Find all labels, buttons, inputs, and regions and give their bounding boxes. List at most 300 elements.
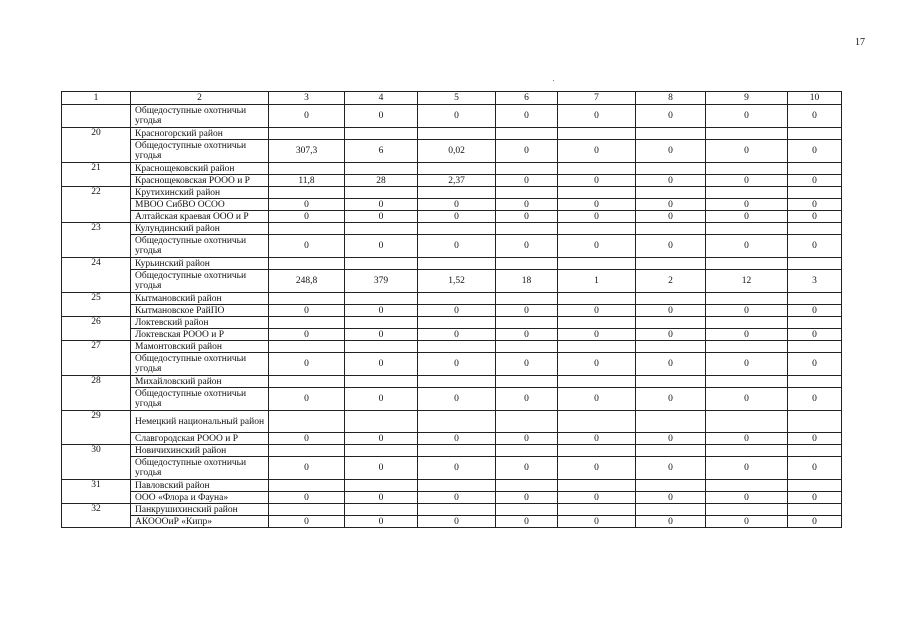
owner-name: Общедоступные охотничьи угодья (131, 457, 269, 480)
empty-cell (558, 187, 636, 199)
table-row (62, 235, 842, 258)
owner-name: Алтайская краевая ООО и Р (131, 211, 269, 223)
value-cell-col-3: 0 (269, 433, 345, 445)
section-number (62, 105, 131, 128)
value-cell-col-5: 0 (418, 457, 496, 480)
empty-cell (558, 128, 636, 140)
empty-cell (636, 223, 706, 235)
empty-cell (269, 480, 345, 492)
value-cell-col-10: 0 (788, 433, 842, 445)
empty-cell (636, 411, 706, 433)
value-cell-col-7: 0 (558, 433, 636, 445)
value-cell-col-3: 0 (269, 235, 345, 258)
column-header-2: 2 (131, 92, 269, 105)
district-name: Красногорский район (131, 128, 269, 140)
district-name: Локтевский район (131, 317, 269, 329)
empty-cell (496, 480, 558, 492)
value-cell-col-3: 307,3 (269, 140, 345, 163)
value-cell-col-5: 2,37 (418, 175, 496, 187)
column-header-9: 9 (706, 92, 788, 105)
empty-cell (788, 376, 842, 388)
value-cell-col-5: 0 (418, 235, 496, 258)
value-cell-col-7: 0 (558, 211, 636, 223)
empty-cell (269, 187, 345, 199)
table-row (62, 353, 842, 376)
value-cell-col-9: 0 (706, 140, 788, 163)
empty-cell (269, 128, 345, 140)
empty-cell (706, 163, 788, 175)
district-name: Краснощековский район (131, 163, 269, 175)
empty-cell (706, 293, 788, 305)
empty-cell (418, 223, 496, 235)
column-header-3: 3 (269, 92, 345, 105)
value-cell-col-6: 0 (496, 140, 558, 163)
empty-cell (788, 128, 842, 140)
value-cell-col-9: 0 (706, 175, 788, 187)
district-name: Кытмановский район (131, 293, 269, 305)
value-cell-col-6: 0 (496, 105, 558, 128)
table-row (62, 270, 842, 293)
empty-cell (418, 445, 496, 457)
empty-cell (345, 187, 418, 199)
district-row (62, 317, 842, 329)
empty-cell (418, 163, 496, 175)
empty-cell (636, 187, 706, 199)
value-cell-col-8: 0 (636, 353, 706, 376)
value-cell-col-6: 0 (496, 305, 558, 317)
value-cell-col-4: 0 (345, 329, 418, 341)
empty-cell (418, 258, 496, 270)
empty-cell (788, 223, 842, 235)
owner-name: Общедоступные охотничьи угодья (131, 105, 269, 128)
value-cell-col-7: 0 (558, 305, 636, 317)
district-row (62, 376, 842, 388)
value-cell-col-8: 0 (636, 175, 706, 187)
value-cell-col-7: 0 (558, 329, 636, 341)
value-cell-col-5: 0 (418, 105, 496, 128)
empty-cell (345, 258, 418, 270)
empty-cell (636, 293, 706, 305)
value-cell-col-6: 0 (496, 211, 558, 223)
value-cell-col-3: 11,8 (269, 175, 345, 187)
empty-cell (496, 163, 558, 175)
value-cell-col-6: 0 (496, 235, 558, 258)
empty-cell (345, 376, 418, 388)
empty-cell (496, 258, 558, 270)
empty-cell (418, 293, 496, 305)
table-row (62, 175, 842, 187)
empty-cell (636, 258, 706, 270)
value-cell-col-7: 0 (558, 516, 636, 528)
empty-cell (345, 317, 418, 329)
column-header-8: 8 (636, 92, 706, 105)
value-cell-col-3: 0 (269, 353, 345, 376)
empty-cell (269, 376, 345, 388)
empty-cell (558, 163, 636, 175)
value-cell-col-6: 0 (496, 492, 558, 504)
table-row (62, 305, 842, 317)
empty-cell (558, 376, 636, 388)
empty-cell (496, 187, 558, 199)
empty-cell (706, 317, 788, 329)
empty-cell (496, 128, 558, 140)
value-cell-col-4: 6 (345, 140, 418, 163)
scan-speck (553, 80, 554, 81)
value-cell-col-4: 0 (345, 492, 418, 504)
value-cell-col-3: 0 (269, 105, 345, 128)
empty-cell (558, 445, 636, 457)
table-row (62, 329, 842, 341)
empty-cell (269, 411, 345, 433)
empty-cell (345, 163, 418, 175)
value-cell-col-10: 0 (788, 457, 842, 480)
empty-cell (706, 445, 788, 457)
section-number: 27 (62, 341, 131, 376)
value-cell-col-5: 0 (418, 305, 496, 317)
district-name: Кулундинский район (131, 223, 269, 235)
value-cell-col-4: 379 (345, 270, 418, 293)
district-name: Михайловский район (131, 376, 269, 388)
value-cell-col-4: 0 (345, 433, 418, 445)
empty-cell (788, 293, 842, 305)
value-cell-col-10: 0 (788, 175, 842, 187)
value-cell-col-8: 0 (636, 199, 706, 211)
value-cell-col-9: 0 (706, 235, 788, 258)
table-row (62, 211, 842, 223)
section-number: 25 (62, 293, 131, 317)
value-cell-col-10: 0 (788, 329, 842, 341)
value-cell-col-6: 0 (496, 329, 558, 341)
value-cell-col-9: 0 (706, 516, 788, 528)
empty-cell (418, 187, 496, 199)
value-cell-col-3: 0 (269, 516, 345, 528)
value-cell-col-4: 0 (345, 516, 418, 528)
empty-cell (706, 504, 788, 516)
value-cell-col-5: 0 (418, 492, 496, 504)
section-number: 31 (62, 480, 131, 504)
owner-name: Общедоступные охотничьи угодья (131, 388, 269, 411)
district-name: Панкрушихинский район (131, 504, 269, 516)
district-row (62, 223, 842, 235)
column-header-1: 1 (62, 92, 131, 105)
value-cell-col-5: 0 (418, 388, 496, 411)
value-cell-col-10: 0 (788, 211, 842, 223)
value-cell-col-4: 0 (345, 211, 418, 223)
value-cell-col-4: 28 (345, 175, 418, 187)
empty-cell (558, 504, 636, 516)
value-cell-col-9: 0 (706, 105, 788, 128)
value-cell-col-3: 0 (269, 305, 345, 317)
value-cell-col-9: 0 (706, 388, 788, 411)
value-cell-col-9: 0 (706, 199, 788, 211)
value-cell-col-3: 0 (269, 211, 345, 223)
district-row (62, 187, 842, 199)
empty-cell (788, 317, 842, 329)
owner-name: Славгородская РООО и Р (131, 433, 269, 445)
page-number: 17 (855, 37, 865, 48)
value-cell-col-4: 0 (345, 388, 418, 411)
section-number: 30 (62, 445, 131, 480)
empty-cell (706, 258, 788, 270)
empty-cell (496, 376, 558, 388)
empty-cell (706, 376, 788, 388)
empty-cell (636, 341, 706, 353)
empty-cell (496, 223, 558, 235)
empty-cell (345, 411, 418, 433)
value-cell-col-8: 0 (636, 516, 706, 528)
value-cell-col-7: 0 (558, 140, 636, 163)
district-row (62, 445, 842, 457)
value-cell-col-5: 0,02 (418, 140, 496, 163)
value-cell-col-6: 0 (496, 457, 558, 480)
empty-cell (636, 376, 706, 388)
district-row (62, 504, 842, 516)
empty-cell (558, 293, 636, 305)
value-cell-col-10: 0 (788, 140, 842, 163)
value-cell-col-9: 0 (706, 305, 788, 317)
value-cell-col-9: 12 (706, 270, 788, 293)
value-cell-col-10: 0 (788, 105, 842, 128)
district-row (62, 293, 842, 305)
value-cell-col-8: 0 (636, 329, 706, 341)
value-cell-col-7: 0 (558, 388, 636, 411)
value-cell-col-7: 1 (558, 270, 636, 293)
value-cell-col-4: 0 (345, 199, 418, 211)
empty-cell (345, 341, 418, 353)
value-cell-col-4: 0 (345, 457, 418, 480)
empty-cell (269, 258, 345, 270)
empty-cell (418, 411, 496, 433)
empty-cell (496, 293, 558, 305)
owner-name: Локтевская РООО и Р (131, 329, 269, 341)
value-cell-col-6: 0 (496, 433, 558, 445)
value-cell-col-7: 0 (558, 353, 636, 376)
value-cell-col-8: 0 (636, 305, 706, 317)
district-row (62, 258, 842, 270)
column-header-7: 7 (558, 92, 636, 105)
empty-cell (788, 163, 842, 175)
value-cell-col-3: 0 (269, 199, 345, 211)
owner-name: АКОООиР «Кипр» (131, 516, 269, 528)
district-row (62, 411, 842, 433)
empty-cell (636, 480, 706, 492)
empty-cell (788, 411, 842, 433)
value-cell-col-6: 0 (496, 199, 558, 211)
value-cell-col-5: 0 (418, 353, 496, 376)
district-name: Курьинский район (131, 258, 269, 270)
empty-cell (345, 480, 418, 492)
value-cell-col-10: 0 (788, 305, 842, 317)
value-cell-col-10: 0 (788, 235, 842, 258)
section-number: 22 (62, 187, 131, 223)
empty-cell (496, 341, 558, 353)
empty-cell (636, 128, 706, 140)
value-cell-col-4: 0 (345, 353, 418, 376)
empty-cell (496, 411, 558, 433)
value-cell-col-9: 0 (706, 457, 788, 480)
district-name: Новичихинский район (131, 445, 269, 457)
value-cell-col-8: 0 (636, 492, 706, 504)
section-number: 20 (62, 128, 131, 163)
district-row (62, 341, 842, 353)
empty-cell (706, 480, 788, 492)
district-row (62, 128, 842, 140)
district-row (62, 163, 842, 175)
value-cell-col-8: 2 (636, 270, 706, 293)
owner-name: Общедоступные охотничьи угодья (131, 235, 269, 258)
empty-cell (418, 128, 496, 140)
hunting-grounds-table (61, 91, 842, 528)
section-number: 32 (62, 504, 131, 528)
column-header-6: 6 (496, 92, 558, 105)
header-row (62, 92, 842, 105)
table-body (62, 105, 842, 528)
value-cell-col-5: 0 (418, 211, 496, 223)
owner-name: Краснощековская РООО и Р (131, 175, 269, 187)
empty-cell (345, 445, 418, 457)
empty-cell (496, 504, 558, 516)
empty-cell (558, 223, 636, 235)
value-cell-col-8: 0 (636, 433, 706, 445)
value-cell-col-3: 248,8 (269, 270, 345, 293)
value-cell-col-3: 0 (269, 492, 345, 504)
section-number: 23 (62, 223, 131, 258)
value-cell-col-6: 0 (496, 388, 558, 411)
value-cell-col-8: 0 (636, 105, 706, 128)
value-cell-col-9: 0 (706, 329, 788, 341)
value-cell-col-3: 0 (269, 388, 345, 411)
value-cell-col-10: 0 (788, 353, 842, 376)
empty-cell (418, 480, 496, 492)
district-name: Мамонтовский район (131, 341, 269, 353)
table-row (62, 388, 842, 411)
value-cell-col-6: 0 (496, 353, 558, 376)
value-cell-col-8: 0 (636, 140, 706, 163)
table-row (62, 105, 842, 128)
empty-cell (269, 445, 345, 457)
empty-cell (636, 445, 706, 457)
empty-cell (636, 317, 706, 329)
empty-cell (418, 341, 496, 353)
empty-cell (706, 187, 788, 199)
empty-cell (269, 163, 345, 175)
value-cell-col-8: 0 (636, 457, 706, 480)
owner-name: ООО «Флора и Фауна» (131, 492, 269, 504)
district-name: Немецкий национальный район (131, 411, 269, 433)
value-cell-col-5: 0 (418, 199, 496, 211)
section-number: 21 (62, 163, 131, 187)
empty-cell (636, 504, 706, 516)
empty-cell (345, 293, 418, 305)
section-number: 28 (62, 376, 131, 411)
column-header-10: 10 (788, 92, 842, 105)
empty-cell (418, 376, 496, 388)
empty-cell (706, 341, 788, 353)
value-cell-col-4: 0 (345, 105, 418, 128)
empty-cell (269, 341, 345, 353)
value-cell-col-7: 0 (558, 105, 636, 128)
table-row (62, 199, 842, 211)
value-cell-col-8: 0 (636, 211, 706, 223)
section-number: 29 (62, 411, 131, 445)
empty-cell (558, 480, 636, 492)
empty-cell (558, 341, 636, 353)
empty-cell (788, 480, 842, 492)
empty-cell (788, 341, 842, 353)
value-cell-col-3: 0 (269, 457, 345, 480)
value-cell-col-6: 0 (496, 175, 558, 187)
table-row (62, 492, 842, 504)
value-cell-col-4: 0 (345, 235, 418, 258)
empty-cell (496, 445, 558, 457)
value-cell-col-5: 0 (418, 516, 496, 528)
value-cell-col-7: 0 (558, 457, 636, 480)
value-cell-col-10: 0 (788, 516, 842, 528)
value-cell-col-9: 0 (706, 353, 788, 376)
district-name: Крутихинский район (131, 187, 269, 199)
empty-cell (269, 504, 345, 516)
empty-cell (558, 411, 636, 433)
empty-cell (558, 317, 636, 329)
section-number: 24 (62, 258, 131, 293)
value-cell-col-10: 0 (788, 492, 842, 504)
empty-cell (788, 504, 842, 516)
owner-name: Кытмановское РайПО (131, 305, 269, 317)
district-row (62, 480, 842, 492)
value-cell-col-10: 0 (788, 199, 842, 211)
empty-cell (345, 504, 418, 516)
empty-cell (636, 163, 706, 175)
value-cell-col-3: 0 (269, 329, 345, 341)
column-header-5: 5 (418, 92, 496, 105)
empty-cell (496, 317, 558, 329)
empty-cell (269, 293, 345, 305)
value-cell-col-4: 0 (345, 305, 418, 317)
empty-cell (788, 445, 842, 457)
value-cell-col-5: 1,52 (418, 270, 496, 293)
value-cell-col-10: 3 (788, 270, 842, 293)
empty-cell (788, 258, 842, 270)
empty-cell (418, 504, 496, 516)
empty-cell (418, 317, 496, 329)
owner-name: МВОО СибВО ОСОО (131, 199, 269, 211)
value-cell-col-5: 0 (418, 329, 496, 341)
empty-cell (269, 317, 345, 329)
table-row (62, 140, 842, 163)
value-cell-col-9: 0 (706, 492, 788, 504)
empty-cell (269, 223, 345, 235)
owner-name: Общедоступные охотничьи угодья (131, 353, 269, 376)
owner-name: Общедоступные охотничьи угодья (131, 140, 269, 163)
table-row (62, 457, 842, 480)
empty-cell (706, 128, 788, 140)
value-cell-col-9: 0 (706, 211, 788, 223)
empty-cell (788, 187, 842, 199)
column-header-4: 4 (345, 92, 418, 105)
empty-cell (706, 223, 788, 235)
table-row (62, 433, 842, 445)
value-cell-col-10: 0 (788, 388, 842, 411)
value-cell-col-9: 0 (706, 433, 788, 445)
section-number: 26 (62, 317, 131, 341)
empty-cell (558, 258, 636, 270)
table-row (62, 516, 842, 528)
value-cell-col-6: 18 (496, 270, 558, 293)
value-cell-col-6: 0 (496, 516, 558, 528)
value-cell-col-8: 0 (636, 388, 706, 411)
value-cell-col-8: 0 (636, 235, 706, 258)
value-cell-col-7: 0 (558, 492, 636, 504)
